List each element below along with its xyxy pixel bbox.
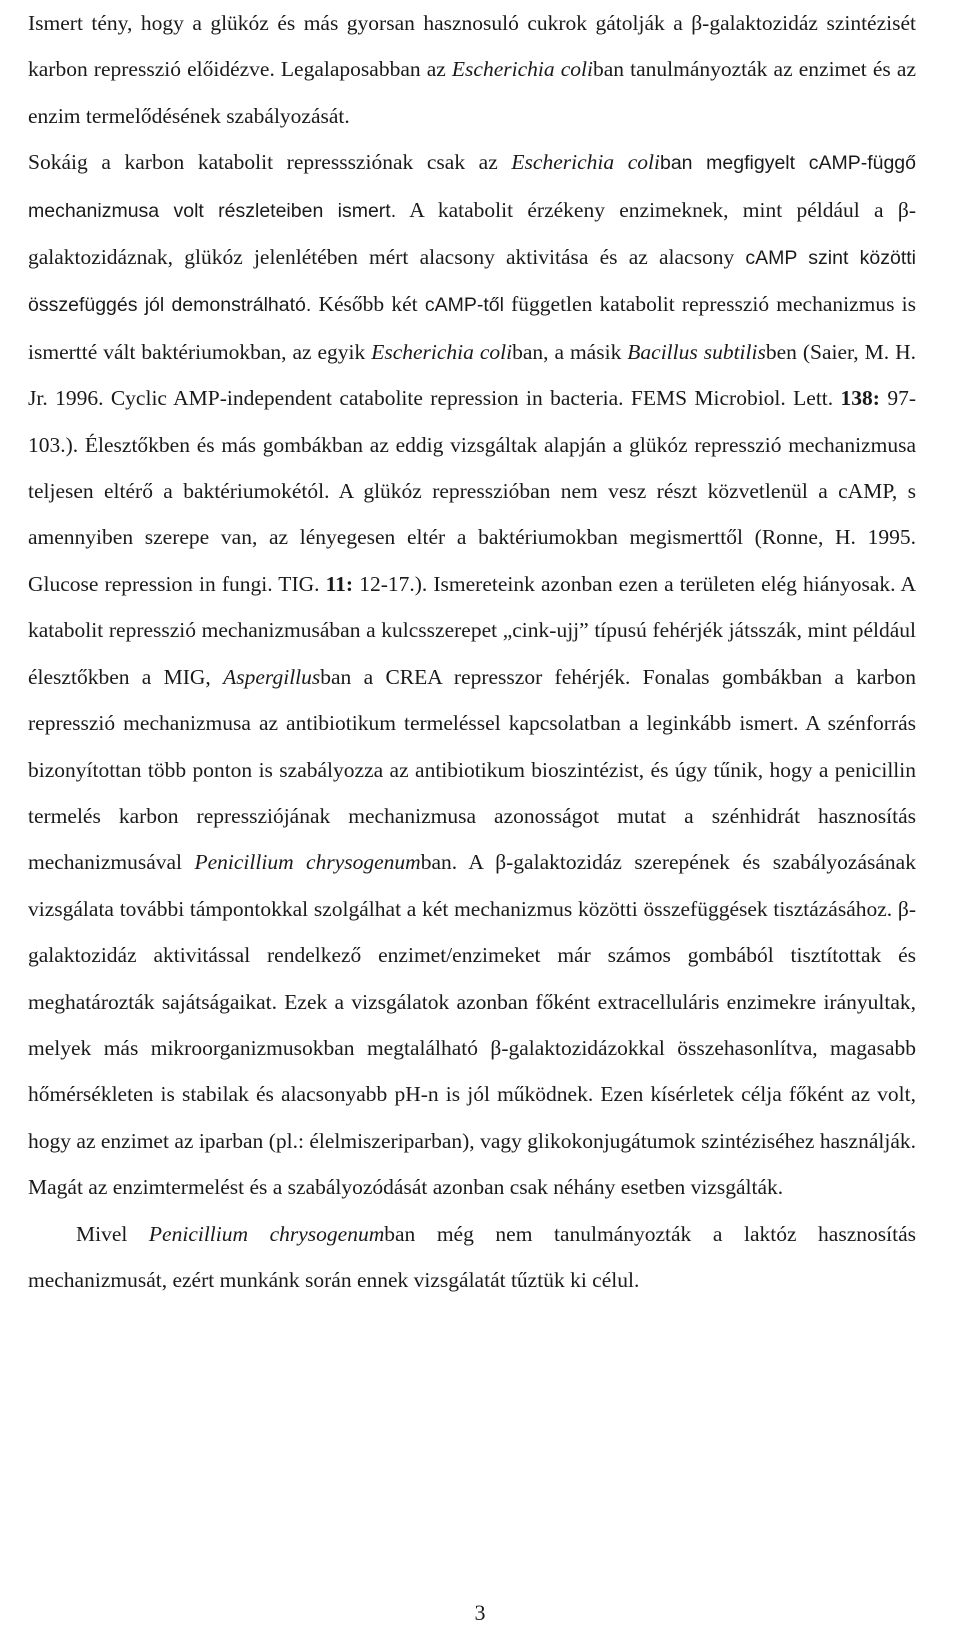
text-run-sans: cAMP szint közötti összefüggés jól demonstrálható. [28,247,916,317]
species-name: Penicillium chrysogenum [194,850,421,875]
species-name: Penicillium chrysogenum [148,1221,385,1246]
text-run: ban. A β-galaktozidáz szerepének és szabályozásának vizsgálata további támpontokkal szolgálhat a két mechanizmus közötti összefüggések tisztázásához. β-galaktozidáz aktivitással rendelkező enzimet/enzimeket már számos gombából tisztítottak és meghatározták sajátságaikat. Ezek a vizsgálatok azonban főként extracelluláris enzimekre irányultak, melyek más mikroorganizmusokban megtalálható β-galaktozidázokkal összehasonlítva, magasabb hőmérsékleten is stabilak és alacsonyabb pH-n is jól működnek. Ezen kísérletek célja főként az volt, hogy az enzimet az iparban (pl.: élelmiszeriparban), vagy glikokonjugátumok szintéziséhez használják. Magát az enzimtermelést és a szabályozódását azonban csak néhány esetben vizsgálták. [28,850,916,1200]
text-run: 12-17.). Ismereteink azonban ezen a területen elég hiányosak. A katabolit represszió mechanizmusában a kulcsszerepet „cink-ujj” típusú fehérjék játsszák, mint például élesztőkben a MIG, [28,571,916,689]
text-run: független katabolit represszió mechanizmus is ismertté vált baktériumokban, az egyik [28,292,917,364]
text-run: ben (Saier, M. H. Jr. 1996. Cyclic AMP-independent catabolite repression in bacteria. FEMS Microbiol. Lett. [28,339,916,411]
text-run: ban még nem tanulmányozták a laktóz hasznosítás mechanizmusát, ezért munkánk során ennek vizsgálatát tűztük ki célul. [28,1221,916,1292]
text-run: ban, a másik [512,339,628,364]
volume-number: 138: [840,386,880,411]
species-name: Escherichia coli [511,150,660,175]
species-name: Bacillus subtilis [627,339,766,364]
text-run: 97-103.). Élesztőkben és más gombákban az eddig vizsgáltak alapján a glükóz represszió mechanizmusa teljesen eltérő a baktériumokétól. A glükóz represszióban nem vesz részt közvetlenül a cAMP, s amennyiben szerepe van, az lényegesen eltér a baktériumokban megismerttől (Ronne, H. 1995. Glucose repression in fungi. TIG. [28,386,916,596]
species-name: Escherichia coli [371,339,513,364]
text-run: Ismert tény, hogy a glükóz és más gyorsan hasznosuló cukrok gátolják a β-galaktozidáz szintézisét karbon represszió előidézve. Legalaposabban az [28,11,916,82]
text-run: Később két [311,292,425,317]
text-run: ban a CREA represszor fehérjék. Fonalas gombákban a karbon represszió mechanizmusa az antibiotikum termeléssel kapcsolatban a leginkább ismert. A szénforrás bizonyítottan több ponton is szabályozza az antibiotikum bioszintézist, és úgy tűnik, hogy a penicillin termelés karbon repressziójának mechanizmusa azonosságot mutat a szénhidrát hasznosítás mechanizmusával [28,664,916,875]
species-name: Escherichia coli [451,57,593,82]
paragraph-1 [28,0,916,139]
text-run: A katabolit érzékeny enzimeknek, mint például a β-galaktozidáznak, glükóz jelenlétében mért alacsony aktivitása és az alacsony [28,197,916,270]
volume-number: 11: [325,571,354,596]
text-run-sans: ban megfigyelt cAMP-függő mechanizmusa volt részleteiben ismert. [28,152,917,222]
body-text [28,0,916,1303]
page-number: 3 [474,1600,486,1625]
paragraph-3 [28,1211,916,1304]
text-run: ban tanulmányozták az enzimet és az enzim termelődésének szabályozását. [28,57,916,128]
text-run: Mivel [76,1221,149,1246]
paragraph-2 [28,139,916,1210]
text-run: Sokáig a karbon katabolit represssziónak csak az [28,150,512,175]
species-name: Aspergillus [223,664,321,689]
text-run-sans: cAMP-től [424,294,504,317]
